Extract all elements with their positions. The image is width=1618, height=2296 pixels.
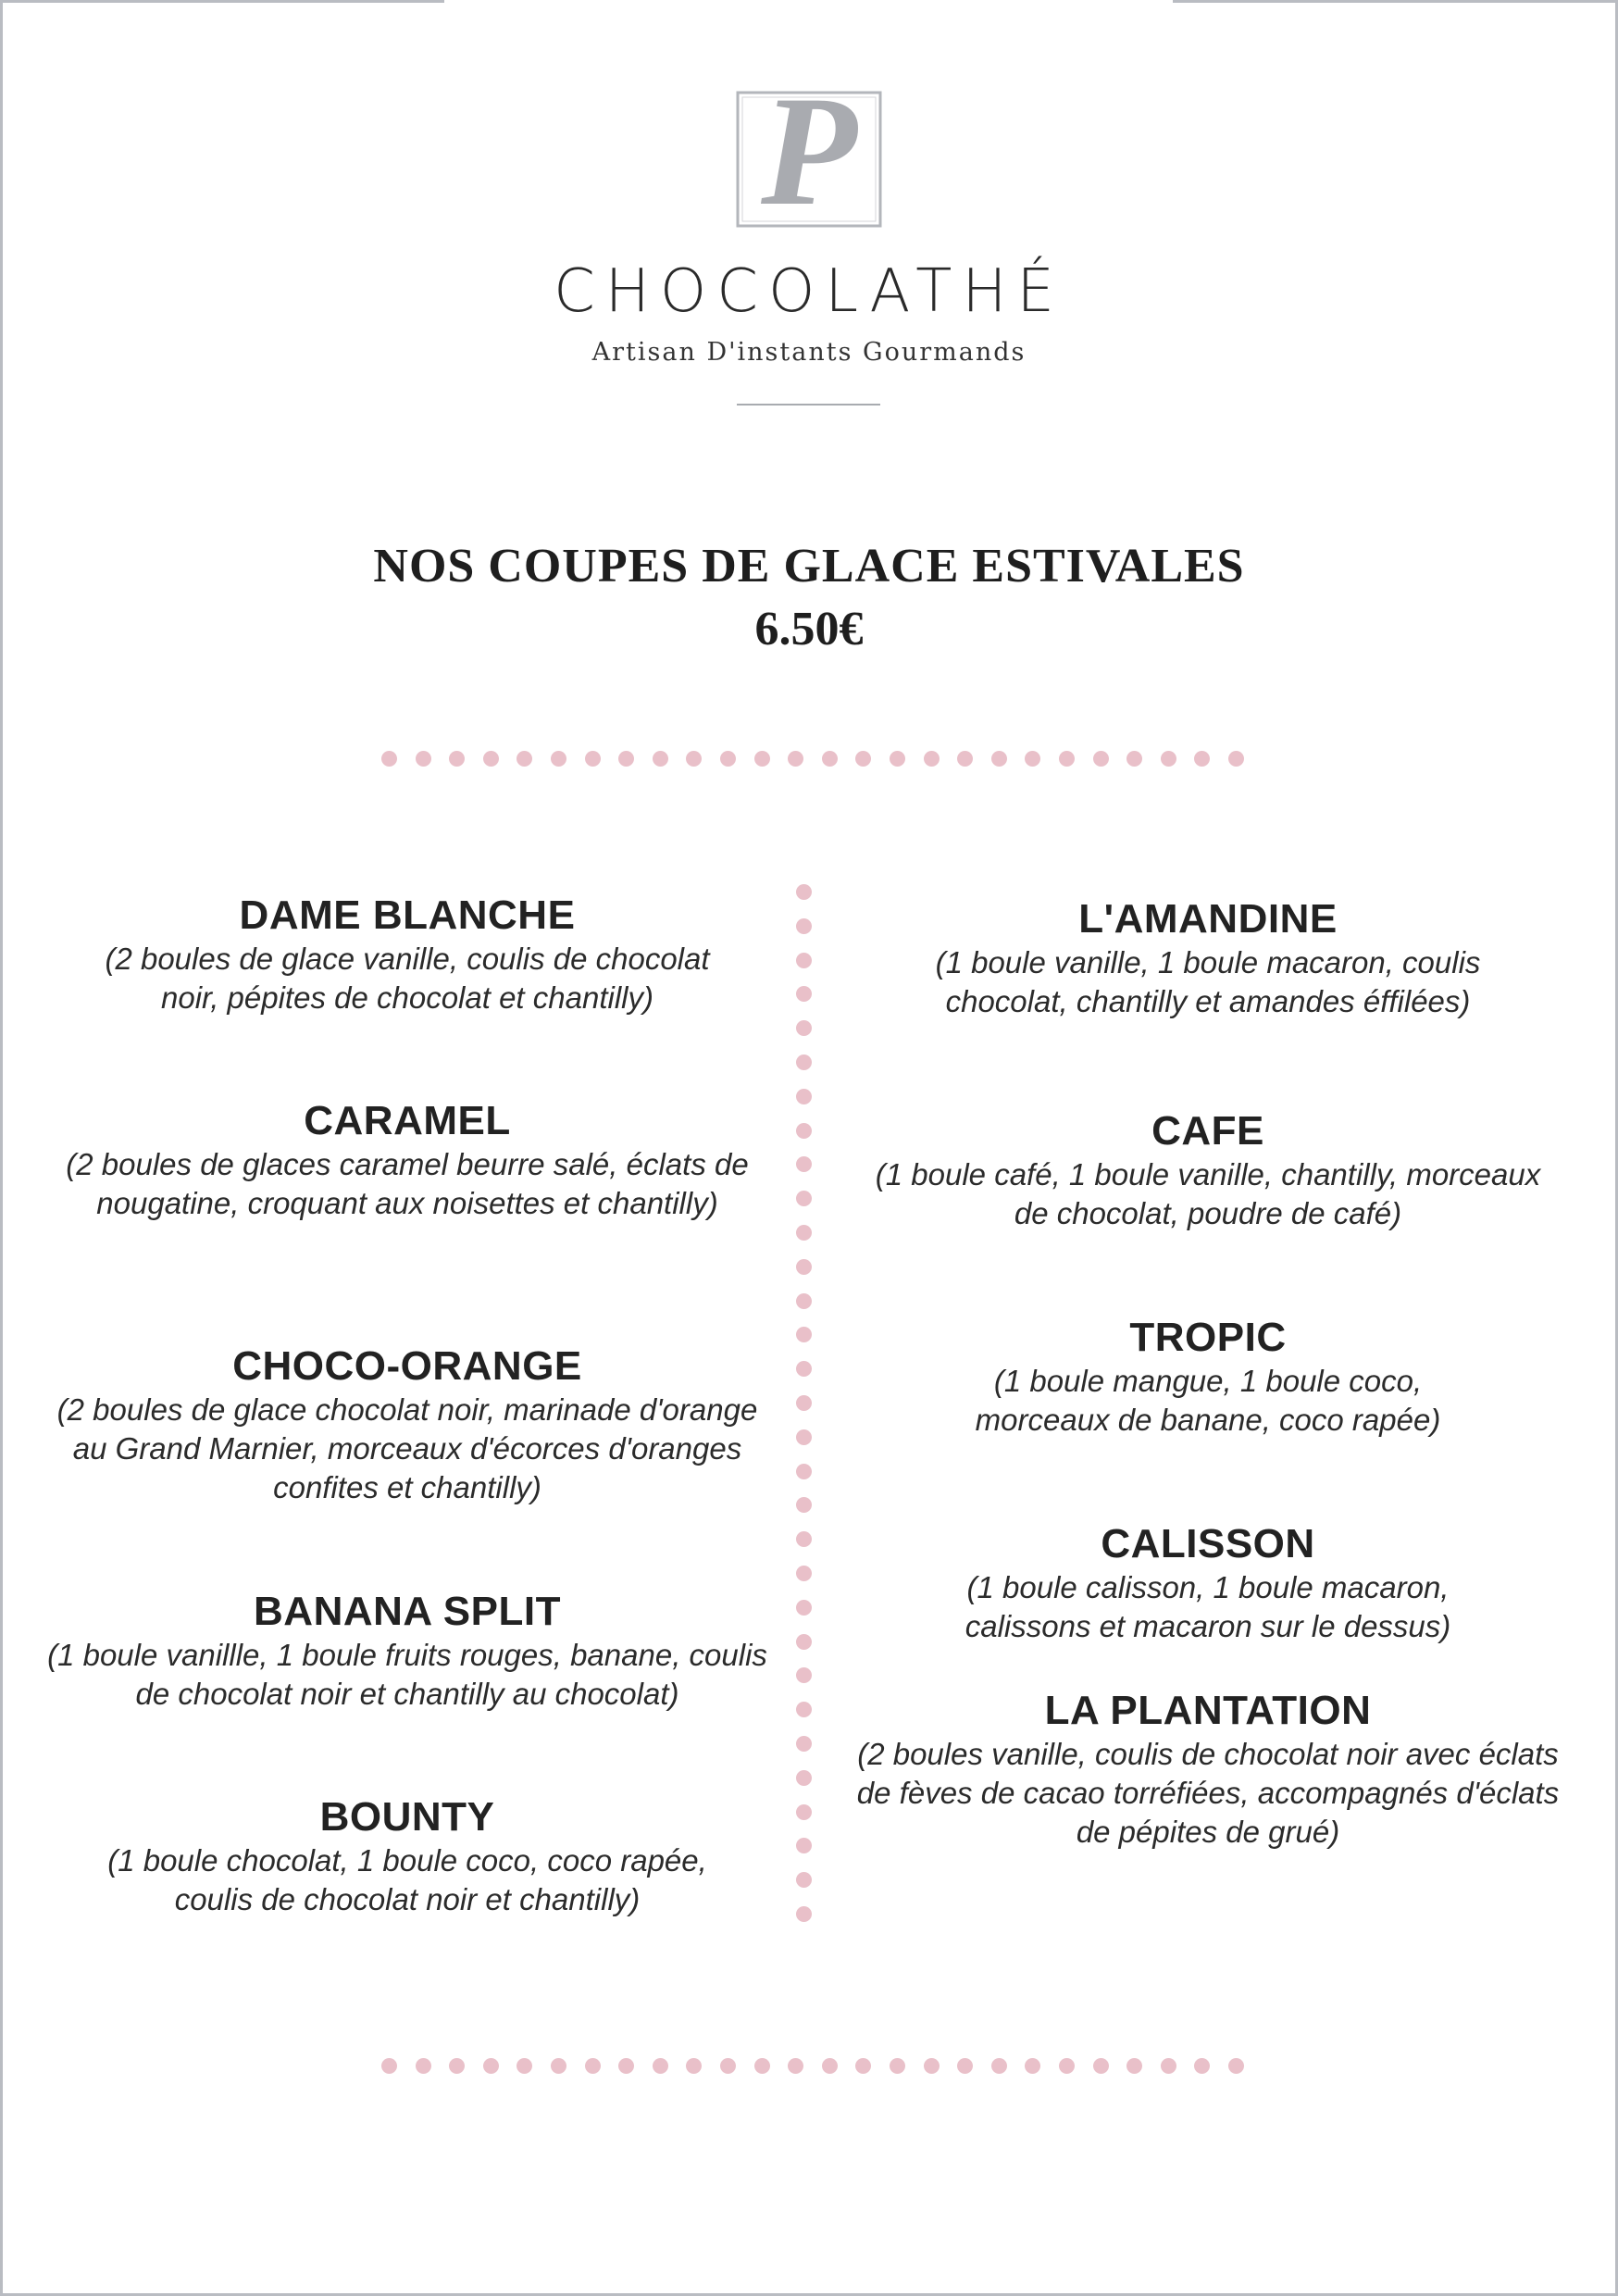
dot-divider-bottom: [0, 2058, 1618, 2077]
menu-item-dame-blanche: [37, 892, 778, 1017]
divider-dot: [754, 2058, 770, 2074]
page-frame-top-right: [1173, 0, 1618, 3]
divider-dot: [1093, 751, 1109, 767]
divider-dot: [796, 1531, 812, 1547]
divider-dot: [796, 1872, 812, 1888]
divider-dot: [822, 751, 838, 767]
divider-dot: [720, 751, 736, 767]
divider-dot: [686, 2058, 702, 2074]
divider-dot: [796, 986, 812, 1002]
brand-logo-icon: [735, 85, 883, 229]
divider-dot: [1126, 751, 1142, 767]
divider-dot: [381, 2058, 397, 2074]
menu-item-bounty: [37, 1793, 778, 1919]
divider-dot: [796, 1225, 812, 1241]
logo-divider: [737, 404, 880, 406]
divider-dot: [618, 2058, 634, 2074]
menu-item-banana-split: [37, 1588, 778, 1714]
divider-dot: [618, 751, 634, 767]
item-description: (2 boules de glaces caramel beurre salé, éclats de nougatine, croquant aux noisettes et chantilly): [66, 1147, 749, 1220]
divider-dot: [796, 1566, 812, 1581]
divider-dot: [924, 751, 940, 767]
item-description: (1 boule café, 1 boule vanille, chantilly, morceaux de chocolat, poudre de café): [875, 1157, 1541, 1230]
divider-dot: [1161, 2058, 1176, 2074]
divider-dot: [653, 751, 668, 767]
divider-dot: [1228, 751, 1244, 767]
item-name: CHOCO-ORANGE: [232, 1343, 582, 1389]
menu-item-amandine: [838, 895, 1578, 1021]
divider-dot: [991, 751, 1007, 767]
item-description: (1 boule vanillle, 1 boule fruits rouges, banane, coulis de chocolat noir et chantilly au chocolat): [47, 1638, 767, 1711]
divider-dot: [381, 751, 397, 767]
menu-item-cafe: [838, 1107, 1578, 1233]
divider-dot: [796, 1667, 812, 1683]
item-description: (1 boule mangue, 1 boule coco, morceaux de banane, coco rapée): [975, 1364, 1441, 1437]
page-frame-top-left: [0, 0, 444, 3]
divider-dot: [890, 2058, 905, 2074]
item-name: BANANA SPLIT: [254, 1589, 561, 1634]
divider-dot: [796, 1293, 812, 1309]
divider-dot: [890, 751, 905, 767]
menu-item-caramel: [37, 1097, 778, 1223]
divider-dot: [517, 2058, 532, 2074]
divider-dot: [796, 1464, 812, 1479]
divider-dot: [796, 1327, 812, 1342]
divider-dot: [1194, 2058, 1210, 2074]
dot-divider-vertical: [796, 884, 815, 1921]
divider-dot: [551, 2058, 566, 2074]
divider-dot: [796, 953, 812, 968]
divider-dot: [1194, 751, 1210, 767]
divider-dot: [686, 751, 702, 767]
divider-dot: [796, 1736, 812, 1752]
divider-dot: [796, 1089, 812, 1104]
divider-dot: [796, 1429, 812, 1445]
divider-dot: [551, 751, 566, 767]
item-name: TROPIC: [1129, 1315, 1287, 1360]
divider-dot: [796, 1191, 812, 1206]
menu-price: 6.50€: [754, 603, 864, 655]
divider-dot: [796, 1702, 812, 1717]
divider-dot: [720, 2058, 736, 2074]
divider-dot: [796, 1020, 812, 1036]
divider-dot: [449, 751, 465, 767]
divider-dot: [796, 1259, 812, 1275]
brand-tagline: Artisan D'instants Gourmands: [591, 338, 1027, 367]
divider-dot: [991, 2058, 1007, 2074]
divider-dot: [796, 1600, 812, 1616]
logo-letter: P: [761, 85, 857, 229]
divider-dot: [855, 2058, 871, 2074]
item-name: BOUNTY: [319, 1794, 495, 1840]
item-name: DAME BLANCHE: [239, 892, 576, 938]
divider-dot: [416, 751, 431, 767]
item-name: CAFE: [1151, 1108, 1264, 1154]
menu-item-calisson: [838, 1520, 1578, 1646]
item-description: (1 boule calisson, 1 boule macaron, calissons et macaron sur le dessus): [965, 1570, 1451, 1643]
item-description: (2 boules vanille, coulis de chocolat noir avec éclats de fèves de cacao torréfiées, accompagnés d'éclats de pépites de grué): [856, 1737, 1560, 1849]
divider-dot: [957, 751, 973, 767]
divider-dot: [796, 918, 812, 934]
divider-dot: [796, 1054, 812, 1070]
divider-dot: [796, 1804, 812, 1820]
brand-name: CHOCOLATHÉ: [554, 257, 1064, 326]
divider-dot: [1059, 2058, 1075, 2074]
menu-title: NOS COUPES DE GLACE ESTIVALES: [373, 540, 1245, 593]
divider-dot: [1025, 2058, 1040, 2074]
divider-dot: [449, 2058, 465, 2074]
divider-dot: [796, 1361, 812, 1377]
divider-dot: [416, 2058, 431, 2074]
divider-dot: [796, 1770, 812, 1786]
divider-dot: [1059, 751, 1075, 767]
menu-item-la-plantation: [838, 1687, 1578, 1852]
divider-dot: [796, 1395, 812, 1411]
item-name: L'AMANDINE: [1078, 896, 1338, 942]
divider-dot: [788, 2058, 803, 2074]
menu-item-tropic: [838, 1314, 1578, 1440]
divider-dot: [517, 751, 532, 767]
divider-dot: [1093, 2058, 1109, 2074]
divider-dot: [796, 1497, 812, 1513]
divider-dot: [855, 751, 871, 767]
item-name: CALISSON: [1101, 1521, 1315, 1566]
divider-dot: [483, 2058, 499, 2074]
divider-dot: [796, 1906, 812, 1922]
divider-dot: [796, 1838, 812, 1853]
divider-dot: [585, 751, 601, 767]
divider-dot: [796, 1634, 812, 1650]
divider-dot: [1126, 2058, 1142, 2074]
item-description: (1 boule chocolat, 1 boule coco, coco rapée, coulis de chocolat noir et chantilly): [107, 1843, 707, 1916]
item-name: LA PLANTATION: [1044, 1688, 1372, 1733]
divider-dot: [585, 2058, 601, 2074]
divider-dot: [796, 884, 812, 900]
divider-dot: [483, 751, 499, 767]
item-description: (2 boules de glace vanille, coulis de chocolat noir, pépites de chocolat et chantilly): [105, 942, 710, 1015]
item-description: (1 boule vanille, 1 boule macaron, coulis chocolat, chantilly et amandes éffilées): [935, 945, 1481, 1018]
divider-dot: [653, 2058, 668, 2074]
divider-dot: [1025, 751, 1040, 767]
divider-dot: [788, 751, 803, 767]
divider-dot: [796, 1156, 812, 1172]
menu-item-choco-orange: [37, 1342, 778, 1507]
divider-dot: [822, 2058, 838, 2074]
divider-dot: [957, 2058, 973, 2074]
item-description: (2 boules de glace chocolat noir, marinade d'orange au Grand Marnier, morceaux d'écorces d'oranges confites et chantilly): [56, 1392, 758, 1504]
divider-dot: [1161, 751, 1176, 767]
divider-dot: [754, 751, 770, 767]
divider-dot: [924, 2058, 940, 2074]
divider-dot: [1228, 2058, 1244, 2074]
divider-dot: [796, 1123, 812, 1139]
item-name: CARAMEL: [304, 1098, 511, 1143]
dot-divider-top: [0, 751, 1618, 769]
